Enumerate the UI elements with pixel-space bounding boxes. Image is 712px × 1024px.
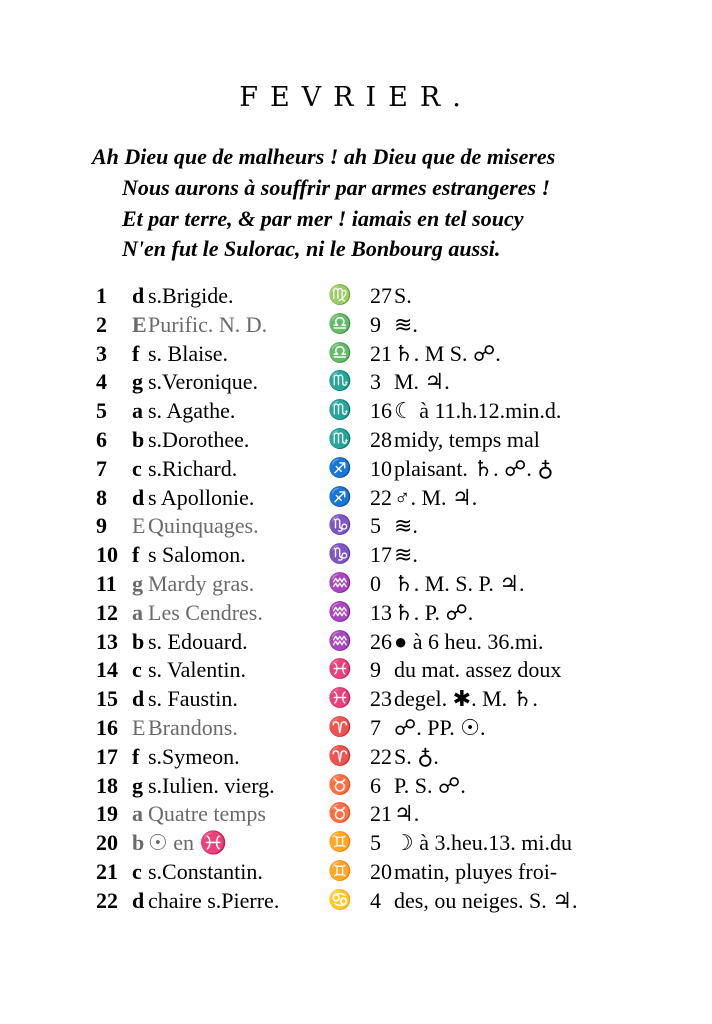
astronomical-note: matin, pluyes froi-: [394, 859, 558, 884]
verse-line-4: N'en fut le Sulorac, ni le Bonbourg aussi.: [122, 236, 501, 261]
verse-line-2: Nous aurons à souffrir par armes estrangeres !: [122, 175, 551, 200]
day-number: 3: [96, 340, 107, 366]
astronomical-note: du mat. assez doux: [394, 657, 562, 683]
calendar-row: [96, 801, 636, 830]
moon-degree: 6: [370, 772, 381, 798]
zodiac-sign-icon: ♉: [328, 774, 352, 796]
calendar-row: [96, 369, 636, 398]
saint-name: Quinquages.: [148, 513, 259, 539]
zodiac-sign-icon: ♒: [328, 630, 352, 652]
zodiac-sign-icon: ♊: [328, 832, 352, 854]
dominical-letter: c: [132, 859, 142, 884]
moon-degree: 17: [370, 542, 392, 568]
dominical-letter: d: [132, 283, 145, 308]
calendar-row: [96, 513, 636, 542]
saint-name: s.Symeon.: [148, 743, 240, 769]
moon-degree: 23: [370, 686, 392, 712]
calendar-row: [96, 312, 636, 341]
moon-degree: 10: [370, 455, 392, 481]
dominical-letter: b: [132, 427, 145, 452]
calendar-row: [96, 773, 636, 802]
zodiac-sign-icon: ♐: [328, 486, 352, 508]
dominical-letter: E: [132, 715, 146, 740]
dominical-letter: g: [132, 369, 143, 395]
dominical-letter: d: [132, 484, 145, 510]
dominical-letter: b: [132, 628, 145, 654]
dominical-letter: a: [132, 398, 143, 424]
dominical-letter: b: [132, 830, 145, 856]
saint-name: s.Brigide.: [148, 283, 234, 308]
calendar-row: [96, 427, 636, 456]
astronomical-note: ≋.: [394, 513, 418, 539]
moon-degree: 4: [370, 887, 381, 913]
day-number: 5: [96, 398, 107, 424]
astronomical-note: ☍. PP. ☉.: [394, 715, 486, 740]
moon-degree: 21: [370, 801, 392, 827]
saint-name: Purific. N. D.: [148, 311, 268, 337]
saint-name: s.Veronique.: [148, 369, 258, 395]
calendar-row: [96, 485, 636, 514]
day-number: 11: [96, 571, 117, 596]
saint-name: Les Cendres.: [148, 599, 263, 625]
astronomical-note: ♂. M. ♃.: [394, 484, 478, 510]
calendar-row: [96, 341, 636, 370]
calendar-row: [96, 542, 636, 571]
day-number: 2: [96, 311, 107, 337]
day-number: 15: [96, 686, 118, 712]
astronomical-note: ♄. M. S. P. ♃.: [394, 571, 525, 596]
dominical-letter: g: [132, 571, 143, 596]
astronomical-note: des, ou neiges. S. ♃.: [394, 887, 578, 913]
zodiac-sign-icon: ♍: [328, 285, 352, 306]
saint-name: s.Constantin.: [148, 859, 263, 884]
day-number: 17: [96, 743, 118, 769]
day-number: 9: [96, 513, 107, 539]
saint-name: s.Richard.: [148, 455, 238, 481]
zodiac-sign-icon: ♎: [328, 342, 352, 364]
astronomical-note: ≋.: [394, 542, 418, 568]
zodiac-sign-icon: ♑: [328, 544, 352, 566]
zodiac-sign-icon: ♓: [328, 688, 352, 710]
day-number: 18: [96, 772, 118, 798]
saint-name: s.Iulien. vierg.: [148, 772, 275, 798]
moon-degree: 27: [370, 283, 392, 308]
calendar-row: [96, 744, 636, 773]
day-number: 22: [96, 887, 118, 913]
moon-degree: 21: [370, 340, 392, 366]
day-number: 1: [96, 283, 107, 308]
zodiac-sign-icon: ♑: [328, 515, 352, 537]
dominical-letter: g: [132, 772, 143, 798]
astronomical-note: M. ♃.: [394, 369, 450, 395]
day-number: 19: [96, 801, 118, 827]
day-number: 4: [96, 369, 107, 395]
calendar-row: [96, 830, 636, 859]
saint-name: s. Faustin.: [148, 686, 238, 712]
moon-degree: 5: [370, 830, 381, 856]
zodiac-sign-icon: ♈: [328, 717, 352, 738]
saint-name: s. Blaise.: [148, 340, 229, 366]
saint-name: s. Edouard.: [148, 628, 248, 654]
moon-degree: 22: [370, 743, 392, 769]
dominical-letter: f: [132, 542, 140, 568]
verse-line-1: Ah Dieu que de malheurs ! ah Dieu que de miseres: [92, 144, 556, 169]
day-number: 16: [96, 715, 118, 740]
day-number: 10: [96, 542, 118, 568]
calendar-row: [96, 629, 636, 658]
saint-name: s Salomon.: [148, 542, 246, 568]
calendar-row: [96, 888, 636, 917]
zodiac-sign-icon: ♒: [328, 601, 352, 623]
calendar-row: [96, 859, 636, 888]
astronomical-note: ♃.: [394, 801, 420, 827]
astronomical-note: ♄. M S. ☍.: [394, 340, 501, 366]
dominical-letter: c: [132, 455, 142, 481]
month-title: FEVRIER.: [239, 82, 473, 113]
dominical-letter: d: [132, 887, 145, 913]
moon-degree: 9: [370, 657, 381, 683]
zodiac-sign-icon: ♈: [328, 745, 352, 767]
saint-name: ☉ en ♓: [148, 830, 227, 856]
saint-name: Mardy gras.: [148, 571, 255, 596]
day-number: 12: [96, 599, 118, 625]
saint-name: Brandons.: [148, 715, 238, 740]
calendar-row: [96, 600, 636, 629]
day-number: 8: [96, 484, 107, 510]
zodiac-sign-icon: ♏: [328, 429, 352, 450]
moon-degree: 9: [370, 311, 381, 337]
moon-degree: 26: [370, 628, 392, 654]
astronomical-note: ♄. P. ☍.: [394, 599, 474, 625]
calendar-row: [96, 686, 636, 715]
day-number: 7: [96, 455, 107, 481]
saint-name: s. Valentin.: [148, 657, 246, 683]
moon-degree: 22: [370, 484, 392, 510]
dominical-letter: c: [132, 657, 142, 683]
astronomical-note: ● à 6 heu. 36.mi.: [394, 628, 544, 654]
moon-degree: 3: [370, 369, 381, 395]
day-number: 20: [96, 830, 118, 856]
calendar-row: [96, 283, 636, 312]
astronomical-note: ☾ à 11.h.12.min.d.: [394, 398, 562, 424]
moon-degree: 20: [370, 859, 392, 884]
dominical-letter: f: [132, 340, 140, 366]
dominical-letter: d: [132, 686, 145, 712]
astronomical-note: S. ♁.: [394, 743, 439, 769]
moon-degree: 5: [370, 513, 381, 539]
dominical-letter: E: [132, 311, 147, 337]
calendar-row: [96, 456, 636, 485]
day-number: 21: [96, 859, 118, 884]
dominical-letter: a: [132, 801, 143, 827]
astronomical-note: ≋.: [394, 311, 418, 337]
astronomical-note: plaisant. ♄. ☍. ♁: [394, 455, 554, 481]
saint-name: s.Dorothee.: [148, 427, 250, 452]
zodiac-sign-icon: ♓: [328, 659, 352, 681]
dominical-letter: E: [132, 513, 146, 539]
zodiac-sign-icon: ♉: [328, 803, 352, 825]
moon-degree: 28: [370, 427, 392, 452]
day-number: 6: [96, 427, 107, 452]
zodiac-sign-icon: ♏: [328, 371, 352, 393]
astronomical-note: S.: [394, 283, 412, 308]
astronomical-note: P. S. ☍.: [394, 772, 466, 798]
dominical-letter: f: [132, 743, 140, 769]
zodiac-sign-icon: ♋: [328, 889, 352, 911]
zodiac-sign-icon: ♏: [328, 400, 352, 422]
moon-degree: 13: [370, 599, 392, 625]
saint-name: chaire s.Pierre.: [148, 887, 280, 913]
astronomical-note: midy, temps mal: [394, 427, 540, 452]
day-number: 13: [96, 628, 118, 654]
calendar-row: [96, 571, 636, 600]
verse-line-3: Et par terre, & par mer ! iamais en tel soucy: [122, 206, 524, 231]
zodiac-sign-icon: ♒: [328, 573, 352, 594]
moon-degree: 0: [370, 571, 381, 596]
calendar-row: [96, 715, 636, 744]
saint-name: Quatre temps: [148, 801, 266, 827]
astronomical-note: degel. ✱. M. ♄.: [394, 686, 538, 712]
calendar-row: [96, 398, 636, 427]
dominical-letter: a: [132, 599, 143, 625]
calendar-row: [96, 657, 636, 686]
moon-degree: 16: [370, 398, 392, 424]
zodiac-sign-icon: ♊: [328, 861, 352, 882]
saint-name: s Apollonie.: [148, 484, 255, 510]
zodiac-sign-icon: ♐: [328, 457, 352, 479]
astronomical-note: ☽ à 3.heu.13. mi.du: [394, 830, 572, 856]
saint-name: s. Agathe.: [148, 398, 236, 424]
moon-degree: 7: [370, 715, 381, 740]
zodiac-sign-icon: ♎: [328, 313, 352, 335]
day-number: 14: [96, 657, 118, 683]
